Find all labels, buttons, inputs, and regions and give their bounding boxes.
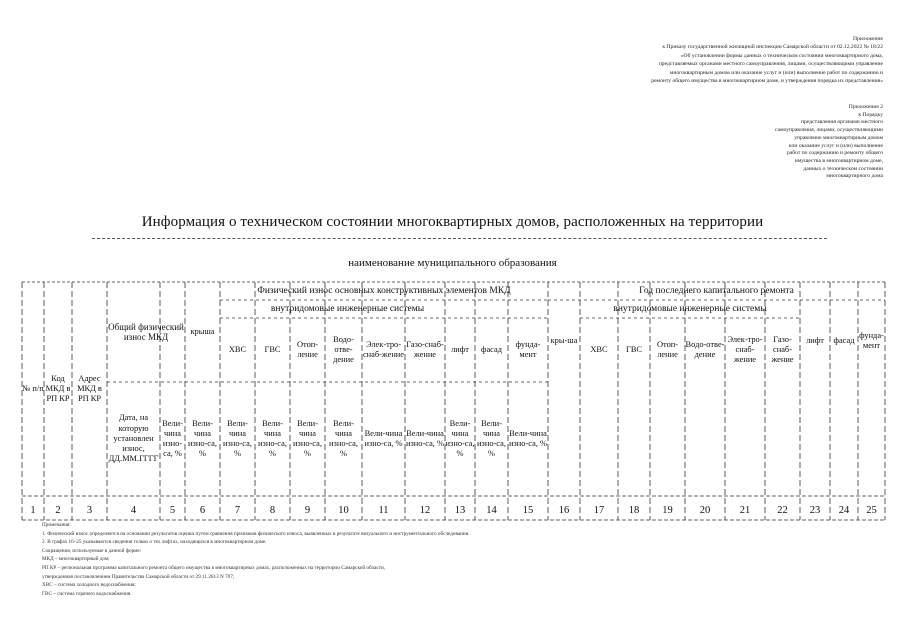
note-line: утвержденная постановлением Правительства Самарской области от 29.11.2013 N 707; xyxy=(42,573,235,580)
repair-col-header: Элек-тро-снаб-жение xyxy=(727,334,763,365)
wear-group-title: Физический износ основных конструктивных элементов МКД xyxy=(257,286,511,296)
wear-col-header: фунда-мент xyxy=(515,339,541,359)
appendix-line: Приложение xyxy=(852,36,883,42)
column-number: 24 xyxy=(838,505,850,516)
appendix2-line: многоквартирного дома xyxy=(826,173,883,180)
value-unit-label: Вели-чина изно-са, % xyxy=(406,428,444,448)
column-number: 16 xyxy=(558,505,570,516)
appendix-line: «Об установлении формы данных о техническом состоянии многоквартирного дома, xyxy=(680,52,883,59)
value-unit-label: Вели-чина изно-са, % xyxy=(188,418,217,459)
value-unit-label: Вели-чина изно-са, % xyxy=(509,428,547,448)
column-number: 3 xyxy=(86,505,93,516)
column-number: 25 xyxy=(866,505,877,516)
column-number: 13 xyxy=(454,505,466,516)
repair-col-header: Водо-отве-дение xyxy=(685,339,725,359)
wear-col-header: Газо-снаб-жение xyxy=(406,339,444,359)
note-line: 2. В графах 16–25 указываются сведения только о тех лифтах, находящихся в многоквартирном доме. xyxy=(42,539,267,546)
col-address-header: Адрес МКД в РП КР xyxy=(77,373,102,404)
value-unit-label: Вели-чина изно-са, % xyxy=(329,418,358,459)
value-unit-label: Вели-чина изно-са, % xyxy=(293,418,322,459)
wear-col-header: Отоп-ление xyxy=(296,339,319,359)
wear-col-header: фасад xyxy=(481,344,502,354)
column-number: 22 xyxy=(777,505,788,516)
col-date-header: Дата, на которую установлен износ, ДД.ММ.ГГГГ xyxy=(108,413,159,464)
column-number: 11 xyxy=(378,505,389,516)
repair-col-header: Газо-снаб-жение xyxy=(771,334,794,365)
column-number: 4 xyxy=(130,505,137,516)
note-line: ХВС – система холодного водоснабжения; xyxy=(42,582,136,589)
column-number: 21 xyxy=(739,505,751,516)
appendix2-line: работ по содержанию и ремонту общего xyxy=(787,150,883,157)
wear-col-header: ГВС xyxy=(264,344,281,354)
col-overall-wear-header: Общий физический износ МКД xyxy=(108,322,184,342)
note-line: ГВС – система горячего водоснабжения. xyxy=(42,590,132,597)
appendix2-line: данных о техническом состоянии xyxy=(803,165,883,172)
repair-col-header: Отоп-ление xyxy=(656,339,679,359)
wear-col-header: лифт xyxy=(451,344,469,354)
appendix2-line: представления органами местного xyxy=(801,119,883,126)
value-unit-label: Вели-чина изно-са, % xyxy=(477,418,506,459)
value-unit-label: Вели-чина изно-са, % xyxy=(162,418,183,459)
column-number: 1 xyxy=(30,505,36,516)
column-number: 10 xyxy=(338,505,349,516)
document-title: Информация о техническом состоянии многоквартирных домов, расположенных на территории xyxy=(141,214,764,230)
wear-systems-title: внутридомовые инженерные системы xyxy=(270,304,425,314)
note-line: Примечания: xyxy=(42,522,71,528)
appendix2-line: самоуправления, лицами, осуществляющими xyxy=(775,127,883,134)
column-number: 7 xyxy=(234,505,241,516)
repair-col-header: ХВС xyxy=(590,344,608,354)
column-number: 8 xyxy=(269,505,276,516)
appendix2-line: управление многоквартирным домом xyxy=(794,134,883,141)
notes-block xyxy=(42,521,662,598)
appendix-line: ремонту общего имущества в многоквартирном доме, и утверждения порядка их представления» xyxy=(651,78,883,85)
repair-col-header: ГВС xyxy=(625,344,642,354)
appendix-line: к Приказу государственной жилищной инспекции Самарской области от 02.12.2022 № 18/22 xyxy=(662,44,883,51)
appendix-line: представляемых органами местного самоуправления, лицами, осуществляющими управление xyxy=(658,61,883,68)
note-line: МКД – многоквартирный дом; xyxy=(42,556,110,563)
column-number: 6 xyxy=(199,505,206,516)
value-unit-label: Вели-чина изно-са, % xyxy=(445,418,475,459)
column-number: 9 xyxy=(304,505,311,516)
column-number: 17 xyxy=(593,505,605,516)
appendix2-line: или оказание услуг и (или) выполнение xyxy=(788,142,883,149)
appendix-line: многоквартирным домом или оказание услуг и (или) выполнение работ по содержанию и xyxy=(669,69,883,76)
value-unit-label: Вели-чина изно-са, % xyxy=(258,418,287,459)
column-number: 2 xyxy=(55,505,61,516)
column-number: 15 xyxy=(522,505,534,516)
appendix2-line: имущества в многоквартирном доме, xyxy=(794,157,883,164)
note-line: Сокращения, используемые в данной форме: xyxy=(42,547,142,554)
column-number: 20 xyxy=(699,505,711,516)
note-line: РП КР – региональная программа капитального ремонта общего имущества в многоквартирных домах, расположенных на территории Самарской области, xyxy=(42,564,386,571)
column-number: 5 xyxy=(169,505,176,516)
municipality-label: наименование муниципального образования xyxy=(348,257,557,269)
appendix2-line: Приложение 2 xyxy=(848,104,883,110)
column-number: 14 xyxy=(486,505,497,516)
repair-col-header: фунда-мент xyxy=(859,330,884,350)
wear-col-header: крыша xyxy=(190,326,215,336)
col-code-header: Код МКД в РП КР xyxy=(45,373,71,404)
appendix2-line: к Порядку xyxy=(858,111,883,118)
wear-col-header: ХВС xyxy=(228,344,247,354)
value-unit-label: Вели-чина изно-са, % xyxy=(223,418,252,459)
wear-col-header: Водо-отве-дение xyxy=(333,334,354,365)
column-number: 12 xyxy=(419,505,431,516)
column-number: 23 xyxy=(809,505,821,516)
column-number: 18 xyxy=(628,505,640,516)
column-number: 19 xyxy=(662,505,673,516)
wear-col-header: Элек-тро-снаб-жение xyxy=(362,339,405,359)
value-unit-label: Вели-чина изно-са, % xyxy=(364,428,403,448)
repair-group-title: Год последнего капитального ремонта xyxy=(639,286,794,296)
repair-col-header: кры-ша xyxy=(550,335,578,345)
col-number-header: № п/п xyxy=(22,383,44,393)
repair-systems-title: внутридомовые инженерные системы xyxy=(613,304,767,314)
repair-col-header: фасад xyxy=(833,335,855,345)
repair-col-header: лифт xyxy=(806,335,824,345)
note-line: 1. Физический износ определяется на основании результатов оценки путем сравнения признаков физического износа, выявленных в результате визуального и инструментального обследования. xyxy=(42,530,470,537)
